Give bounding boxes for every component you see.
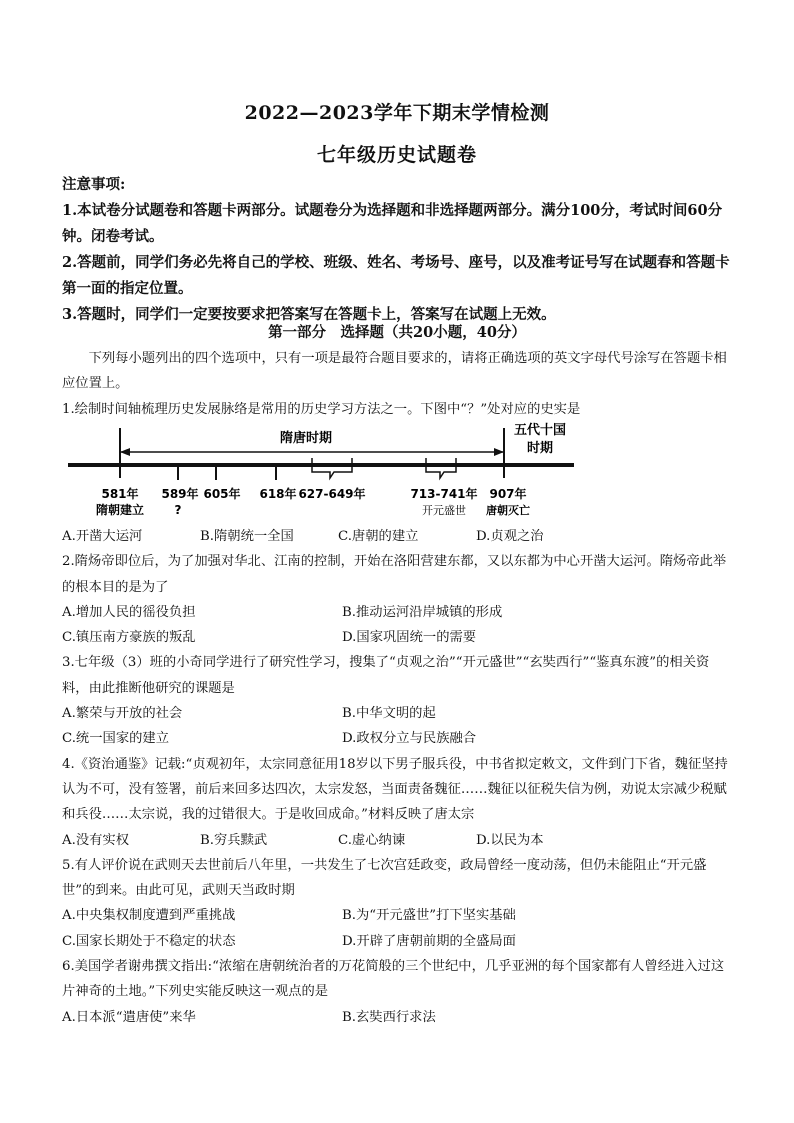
option: B.推动运河沿岸城镇的形成 — [342, 604, 503, 620]
option: A.没有实权 — [62, 832, 130, 848]
questions-block — [62, 524, 734, 1030]
timeline-year: 605年 — [203, 487, 241, 501]
option-row — [62, 524, 734, 549]
option: C.国家长期处于不稳定的状态 — [62, 933, 236, 949]
option-row — [62, 600, 734, 625]
question-stem: 2.隋炀帝即位后，为了加强对华北、江南的控制，开始在洛阳营建东都，又以东都为中心开凿大运河。隋炀帝此举的根本目的是为了 — [62, 554, 727, 595]
option: A.日本派“遣唐使”来华 — [62, 1009, 196, 1025]
option: D.政权分立与民族融合 — [342, 731, 477, 747]
option-row — [62, 1005, 734, 1030]
question-stem: 4.《资治通鉴》记载:“贞观初年，太宗同意征用18岁以下男子服兵役，中书省拟定敕文，文件到门下省，魏征坚持认为不可，没有签署，前后来回多达四次，太宗发怒，当面责备魏征……魏征以征税失信为例，劝说太宗减少税赋和兵役……太宗说，我的过错很大。于是收回成命。”材料反映了唐太宗 — [62, 756, 728, 823]
timeline-year: 618年 — [259, 487, 297, 501]
timeline-note: 开元盛世 — [422, 504, 466, 517]
timeline-period-label-right-2: 时期 — [526, 441, 554, 456]
question-stem: 1.绘制时间轴梳理历史发展脉络是常用的历史学习方法之一。下图中“？”处对应的史实是 — [62, 401, 581, 417]
option: B.隋朝统一全国 — [200, 529, 294, 544]
option-row — [62, 701, 734, 726]
option: C.虚心纳谏 — [338, 832, 406, 848]
option-row — [62, 625, 734, 650]
timeline-year: 627-649年 — [298, 487, 366, 501]
option: A.增加人民的徭役负担 — [62, 604, 196, 620]
section-instruction: 下列每小题列出的四个选项中，只有一项是最符合题目要求的，请将正确选项的英文字母代号涂写在答题卡相应位置上。 — [62, 351, 727, 392]
option: B.玄奘西行求法 — [342, 1009, 436, 1025]
option-row — [62, 929, 734, 954]
notice-item: 1.本试卷分试题卷和答题卡两部分。试题卷分为选择题和非选择题两部分。满分100分，考试时间60分钟。闭卷考试。 — [62, 202, 723, 245]
exam-title: 2022—2023学年下期末学情检测 — [244, 102, 550, 124]
timeline-figure — [62, 418, 582, 528]
option-row — [62, 903, 734, 928]
option: A.繁荣与开放的社会 — [62, 706, 183, 722]
option: A.中央集权制度遭到严重挑战 — [62, 908, 236, 924]
option: C.统一国家的建立 — [62, 731, 170, 747]
option-row — [62, 726, 734, 751]
timeline-period-label-right-1: 五代十国 — [513, 423, 567, 438]
notice-heading: 注意事项: — [62, 176, 126, 193]
question-stem: 5.有人评价说在武则天去世前后八年里，一共发生了七次宫廷政变，政局曾经一度动荡，但仍未能阻止“开元盛世”的到来。由此可见，武则天当政时期 — [62, 857, 707, 899]
section-instruction-block — [62, 346, 734, 422]
timeline-note: ? — [174, 503, 182, 517]
option: B.中华文明的起 — [342, 706, 436, 722]
timeline-note: 唐朝灭亡 — [486, 504, 530, 517]
timeline-year: 907年 — [489, 487, 527, 501]
timeline-period-label: 隋唐时期 — [279, 431, 333, 446]
question-stem: 3.七年级（3）班的小奇同学进行了研究性学习，搜集了“贞观之治”“开元盛世”“玄奘西行”“鉴真东渡”的相关资料，由此推断他研究的课题是 — [62, 655, 710, 696]
option: C.镇压南方豪族的叛乱 — [62, 630, 196, 646]
notice-block — [62, 172, 734, 328]
timeline-year: 581年 — [101, 487, 139, 501]
notice-item: 3.答题时，同学们一定要按要求把答案写在答题卡上，答案写在试题上无效。 — [62, 306, 556, 323]
option: D.开辟了唐朝前期的全盛局面 — [342, 933, 516, 949]
timeline-note: 隋朝建立 — [95, 503, 145, 517]
option: D.国家巩固统一的需要 — [342, 630, 477, 646]
question-stem: 6.美国学者谢弗撰文指出:“浓缩在唐朝统治者的万花简般的三个世纪中，几乎亚洲的每个国家都有人曾经进入过这片神奇的土地。”下列史实能反映这一观点的是 — [62, 959, 725, 1000]
option: D.贞观之治 — [476, 529, 544, 544]
notice-item: 2.答题前，同学们务必先将自己的学校、班级、姓名、考场号、座号，以及准考证号写在试题春和答题卡第一面的指定位置。 — [62, 254, 730, 297]
option: B.为“开元盛世”打下坚实基础 — [342, 908, 516, 924]
option-row — [62, 828, 734, 853]
option: D.以民为本 — [476, 832, 544, 848]
section-title: 第一部分 选择题（共20小题，40分） — [268, 324, 526, 341]
timeline-year: 589年 — [161, 487, 199, 501]
option: C.唐朝的建立 — [338, 529, 419, 544]
timeline-year: 713-741年 — [410, 487, 478, 501]
option: B.穷兵黩武 — [200, 832, 268, 848]
option: A.开凿大运河 — [62, 529, 143, 544]
exam-subtitle: 七年级历史试题卷 — [316, 144, 477, 166]
